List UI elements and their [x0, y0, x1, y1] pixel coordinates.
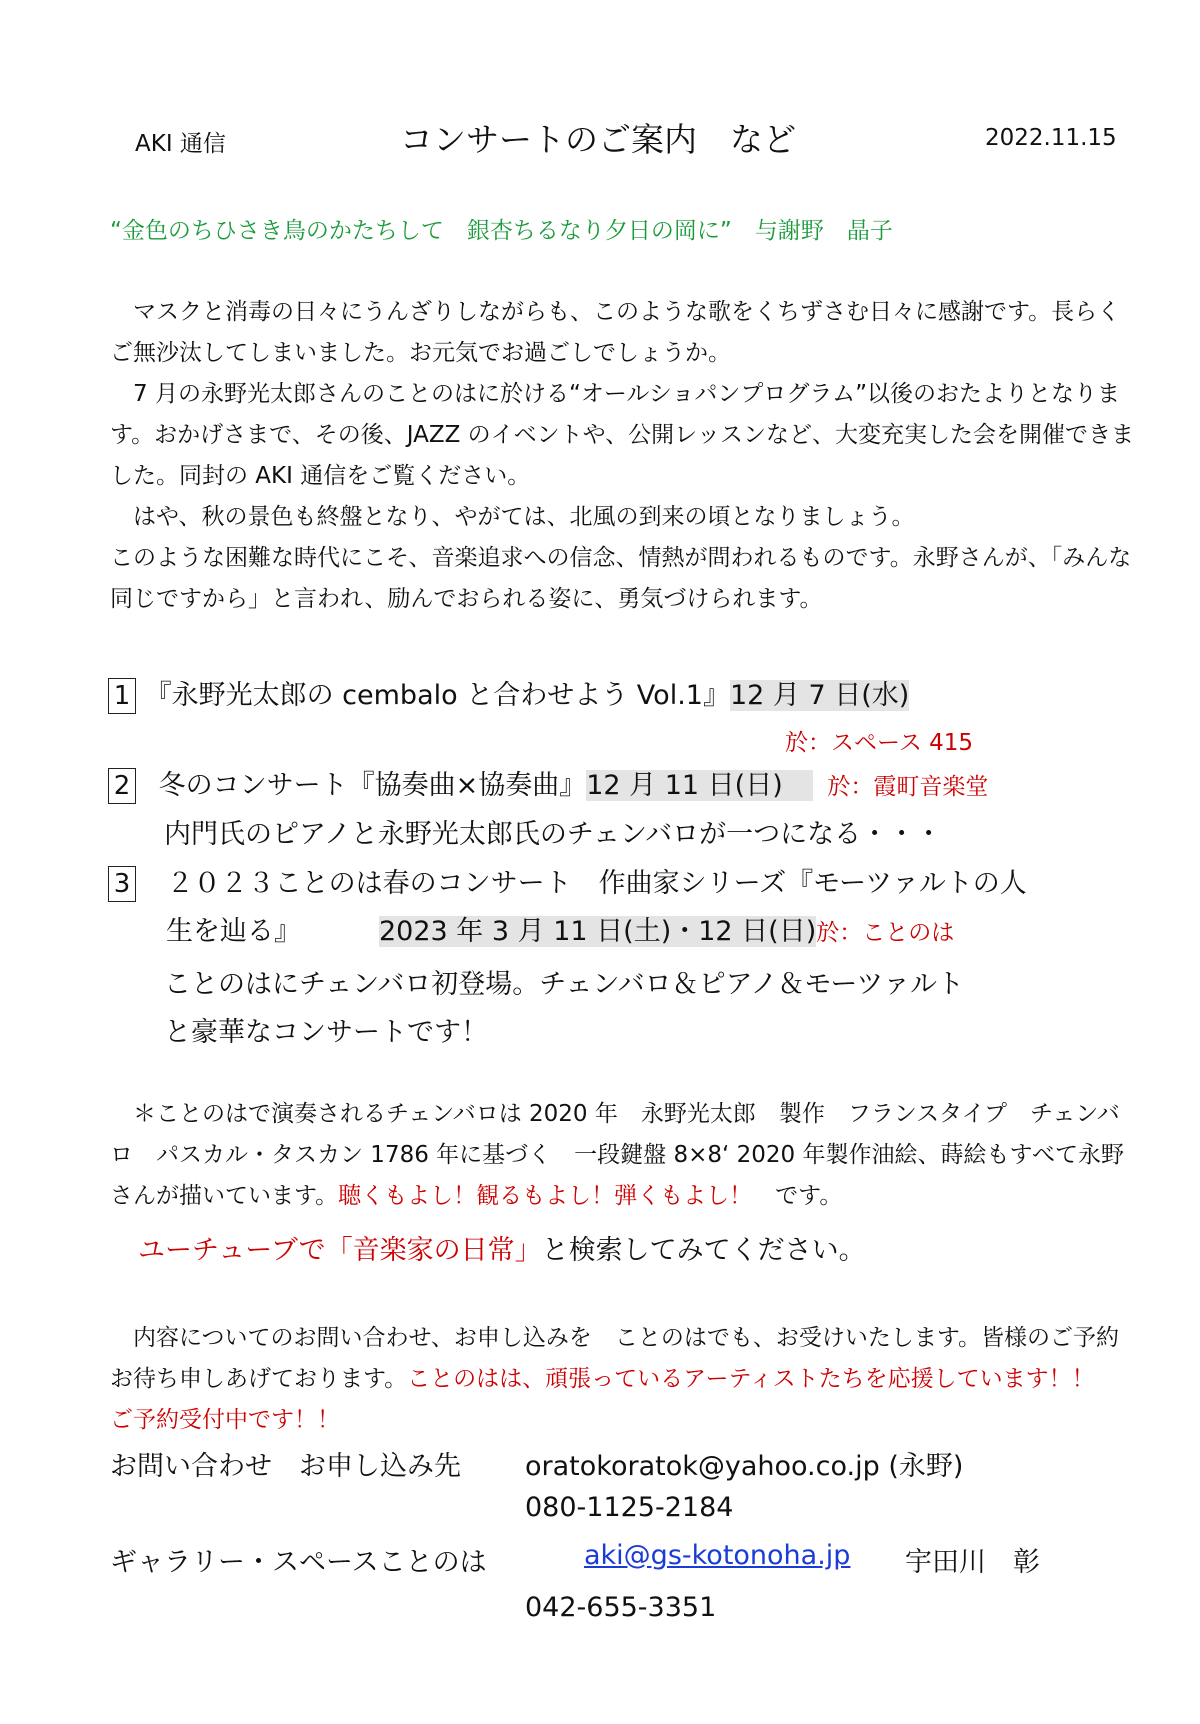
event-venue: 於：ことのは — [816, 920, 955, 946]
event-3-line-2 — [166, 912, 954, 953]
event-number-badge: 1 — [108, 678, 136, 714]
intro-paragraph-4: このような困難な時代にこそ、音楽追求への信念、情熱が問われるものです。永野さんが、「みんな同じですから」と言われ、励んでおられる姿に、勇気づけられます。 — [110, 545, 1132, 612]
youtube-search-term: ユーチューブで「音楽家の日常」 — [138, 1235, 542, 1266]
intro-paragraph-2: 7 月の永野光太郎さんのことのはに於ける“オールショパンプログラム”以後のおたよりとなります。おかげさまで、その後、JAZZ のイベントや、公開レッスンなど、大変充実した会を開催できました。同封の AKI 通信をご覧ください。 — [110, 381, 1134, 489]
youtube-instruction: と検索してみてください。 — [541, 1235, 866, 1266]
contact-name-2: 宇田川 彰 — [905, 1547, 1040, 1578]
instrument-text: ＊ことのはで演奏されるチェンバロは 2020 年 永野光太郎 製作 フランスタイプ チェンバロ パスカル・タスカン 1786 年に基づく 一段鍵盤 8×8‘ 2020 年製作油絵、蒔絵もすべて永野さんが描いています。 — [110, 1101, 1125, 1209]
contact-email-link[interactable]: aki@gs-kotonoha.jp — [584, 1540, 851, 1571]
instrument-end: です。 — [752, 1183, 843, 1209]
contact-text: 内容についてのお問い合わせ、お申し込みを ことのはでも、お受けいたします。皆様のご予約お待ち申しあげております。 — [110, 1325, 1120, 1392]
page-title: コンサートのご案内 など — [400, 120, 796, 159]
instrument-paragraph — [110, 1094, 1140, 1217]
event-number-badge: 2 — [108, 768, 136, 804]
event-note: ことのはにチェンバロ初登場。チェンバロ＆ピアノ＆モーツァルト — [164, 969, 965, 1000]
event-title: 『永野光太郎の cembalo と合わせよう Vol.1』 — [144, 680, 730, 711]
instrument-emphasis: 聴くもよし！観るもよし！弾くもよし！ — [338, 1183, 753, 1209]
contact-email-1: oratokoratok@yahoo.co.jp (永野) — [525, 1451, 964, 1482]
event-date: 12 月 11 日(日) — [586, 770, 813, 801]
event-title: ２０２３ことのは春のコンサート 作曲家シリーズ『モーツァルトの人 — [166, 868, 1027, 899]
contact-phone-1: 080-1125-2184 — [525, 1492, 734, 1523]
event-2 — [108, 766, 988, 807]
event-title-continued: 生を辿る』 — [166, 916, 301, 947]
youtube-line — [138, 1228, 866, 1267]
contact-label-1: お問い合わせ お申し込み先 — [110, 1451, 461, 1482]
newsletter-name: AKI 通信 — [135, 131, 226, 157]
poem-quote: “金色のちひさき鳥のかたちして 銀杏ちるなり夕日の岡に” 与謝野 晶子 — [110, 218, 893, 244]
event-1 — [108, 676, 909, 716]
event-date: 12 月 7 日(水) — [729, 680, 910, 711]
contact-label-2: ギャラリー・スペースことのは — [110, 1547, 487, 1578]
contact-phone-2: 042-655-3351 — [525, 1592, 717, 1623]
event-number-badge: 3 — [108, 866, 136, 902]
contact-paragraph — [110, 1318, 1140, 1441]
event-date: 2023 年 3 月 11 日(土)・12 日(日) — [379, 916, 817, 947]
event-venue: 於：霞町音楽堂 — [827, 774, 989, 800]
event-note: 内門氏のピアノと永野光太郎氏のチェンバロが一つになる・・・ — [164, 819, 943, 850]
event-note: と豪華なコンサートです！ — [164, 1017, 488, 1048]
event-venue: 於：スペース 415 — [785, 730, 974, 756]
intro-paragraph-1: マスクと消毒の日々にうんざりしながらも、このような歌をくちずさむ日々に感謝です。長らくご無沙汰してしまいました。お元気でお過ごしでしょうか。 — [110, 299, 1121, 366]
intro-paragraph-3: はや、秋の景色も終盤となり、やがては、北風の到来の頃となりましょう。 — [110, 504, 915, 530]
issue-date: 2022.11.15 — [985, 125, 1117, 151]
event-3 — [108, 864, 1027, 904]
contact-emphasis: ことのはは、頑張っているアーティストたちを応援しています！！ ご予約受付中です！！ — [110, 1366, 1118, 1433]
event-title: 冬のコンサート『協奏曲×協奏曲』 — [158, 770, 587, 801]
